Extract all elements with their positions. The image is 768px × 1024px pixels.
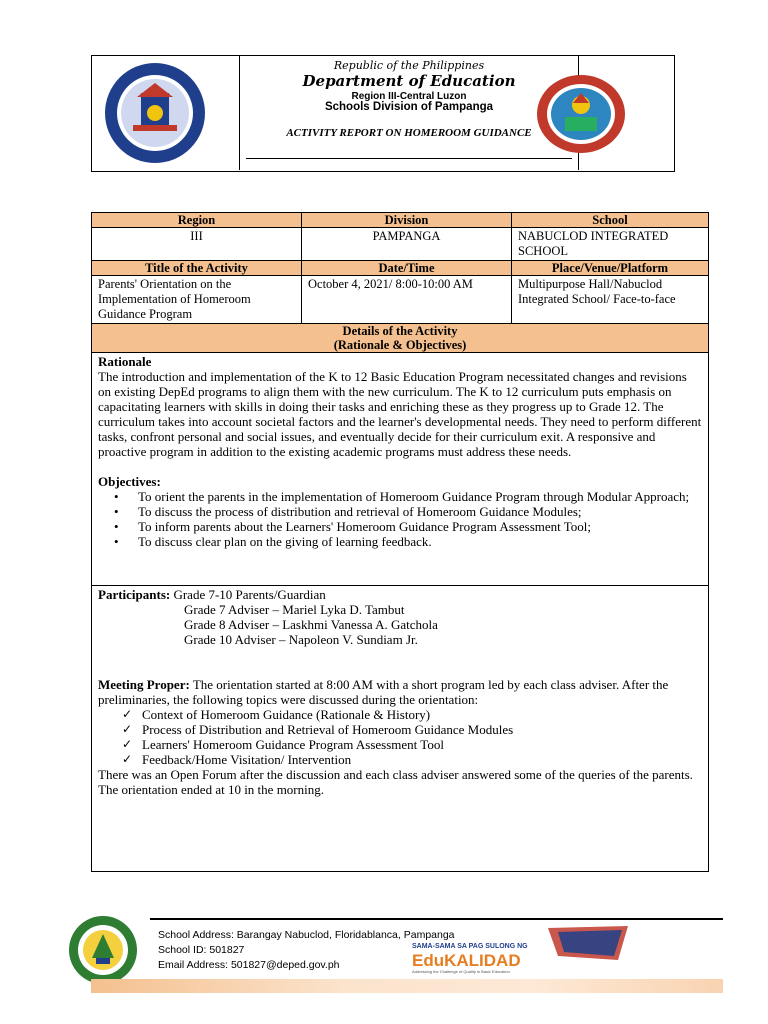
department-title: Department of Education [302, 72, 516, 90]
school-id: School ID: 501827 [158, 944, 245, 956]
list-item: ✓ Context of Homeroom Guidance (Rationale & History) [142, 707, 702, 722]
school-header: School [512, 213, 709, 228]
rationale-heading: Rationale [98, 354, 152, 369]
activity-report-table [91, 212, 709, 872]
list-item: • To discuss the process of distribution and retrieval of Homeroom Guidance Modules; [138, 504, 702, 519]
region-header: Region [92, 213, 302, 228]
venue-value: Multipurpose Hall/Nabuclod Integrated School/ Face-to-face [512, 276, 709, 324]
division-line: Schools Division of Pampanga [324, 101, 494, 113]
header-center [240, 55, 578, 170]
logo-tagline: Addressing the Challenge of Quality in Basic Education [412, 969, 510, 974]
list-item: ✓ Process of Distribution and Retrieval of Homeroom Guidance Modules [142, 722, 702, 737]
report-title: ACTIVITY REPORT ON HOMEROOM GUIDANCE [286, 127, 532, 139]
list-item: • To inform parents about the Learners' Homeroom Guidance Program Assessment Tool; [138, 519, 702, 534]
details-header [92, 324, 709, 353]
division-value: PAMPANGA [302, 228, 512, 261]
details-line-2: (Rationale & Objectives) [333, 338, 467, 352]
kagawaran-seal-icon [103, 61, 207, 165]
participants-first: Grade 7-10 Parents/Guardian [173, 587, 326, 602]
footer-rule [150, 918, 723, 920]
venue-header: Place/Venue/Platform [512, 261, 709, 276]
participants-meeting-cell [92, 586, 709, 872]
datetime-value: October 4, 2021/ 8:00-10:00 AM [302, 276, 512, 324]
title-header: Title of the Activity [92, 261, 302, 276]
deped-division-seal-icon [535, 73, 627, 155]
region-line: Region III-Central Luzon [351, 91, 467, 102]
participants-heading: Participants: [98, 587, 171, 602]
footer-band [91, 979, 723, 993]
participant-line: Grade 8 Adviser – Laskhmi Vanessa A. Gatchola [184, 617, 438, 632]
rationale-body: The introduction and implementation of the K to 12 Basic Education Program necessitated changes and revisions on existing DepEd programs to align them with the new curriculum. The K to 12 curriculum puts emphasis on capacitating learners with skills in doing their tasks and enriching these as they progress up to Grade 12. The curriculum takes into account societal factors and the learner's developmental needs. They need to perform different tasks, confront personal and social issues, and eventually decide for their curriculum exit. A responsive and proactive program in addition to the existing academic programs must address these needs. [98, 369, 702, 459]
logo-slogan: SAMA-SAMA SA PAG SULONG NG [412, 943, 528, 950]
activity-title-value: Parents' Orientation on the Implementation of Homeroom Guidance Program [92, 276, 302, 324]
header-rule [246, 158, 572, 159]
meeting-intro: The orientation started at 8:00 AM with a short program led by each class adviser. After the preliminaries, the following topics were discussed during the orientation: [98, 677, 669, 707]
details-line-1: Details of the Activity [342, 324, 458, 338]
topics-list [98, 707, 702, 767]
objectives-heading: Objectives: [98, 474, 161, 489]
datetime-header: Date/Time [302, 261, 512, 276]
logo-word: EduKALIDAD [412, 951, 521, 970]
participant-line: Grade 10 Adviser – Napoleon V. Sundiam Jr. [184, 632, 418, 647]
list-item: ✓ Learners' Homeroom Guidance Program Assessment Tool [142, 737, 702, 752]
edukalidad-logo [408, 926, 632, 974]
meeting-heading: Meeting Proper: [98, 677, 190, 692]
school-email: Email Address: 501827@deped.gov.ph [158, 959, 340, 971]
school-value: NABUCLOD INTEGRATED SCHOOL [512, 228, 709, 261]
republic-line: Republic of the Philippines [333, 59, 485, 72]
division-header: Division [302, 213, 512, 228]
header-left-cell [91, 55, 240, 170]
list-item: • To orient the parents in the implementation of Homeroom Guidance Program through Modular Approach; [138, 489, 702, 504]
objectives-list [98, 489, 702, 549]
region-value: III [92, 228, 302, 261]
header-right-cell [578, 55, 674, 170]
list-item: • To discuss clear plan on the giving of learning feedback. [138, 534, 702, 549]
school-logo-icon [64, 914, 142, 986]
school-address: School Address: Barangay Nabuclod, Floridablanca, Pampanga [158, 929, 455, 941]
meeting-closing: There was an Open Forum after the discussion and each class adviser answered some of the queries of the parents. The orientation ended at 10 in the morning. [98, 767, 693, 797]
participant-line: Grade 7 Adviser – Mariel Lyka D. Tambut [184, 602, 405, 617]
list-item: ✓ Feedback/Home Visitation/ Intervention [142, 752, 702, 767]
rationale-objectives-cell [92, 353, 709, 586]
